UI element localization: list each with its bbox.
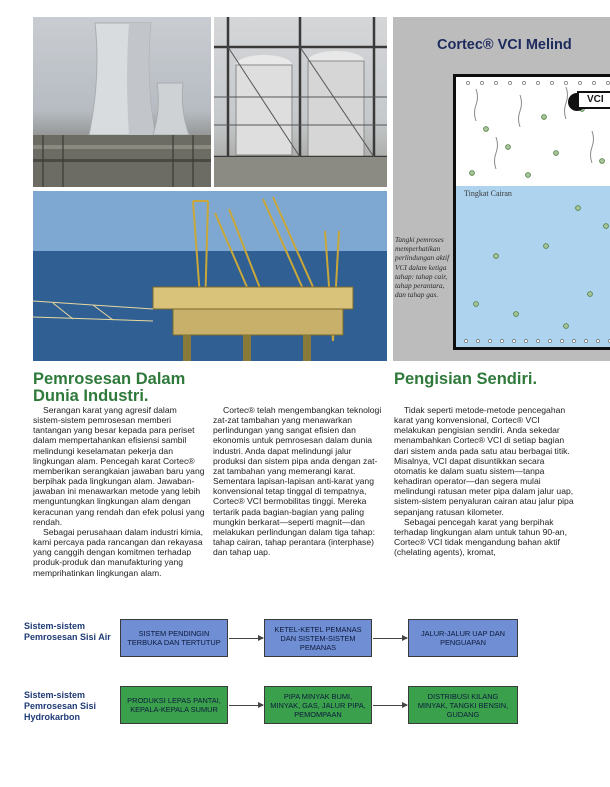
vci-diagram — [393, 17, 610, 361]
paragraph: Sebagai perusahaan dalam industri kimia, kami percaya pada rancangan dan rekayasa yang canggih dengan komitmen terhadap produk-produk dan manufakturing yang memprihatinkan lingkungan alam. — [33, 526, 204, 578]
flow-arrow — [229, 705, 263, 706]
cooling-tower-photo — [33, 17, 211, 187]
industrial-tanks-photo — [214, 17, 387, 187]
vci-badge: VCI — [577, 91, 610, 109]
flow-arrow — [229, 638, 263, 639]
paragraph: Tidak seperti metode-metode pencegahan karat yang konvensional, Cortec® VCI melakukan pengisian sendiri. Anda sekedar menambahkan Cortec® VCI di setiap bagian dari sistem anda pada satu atau berbagai titik. Misalnya, VCI dapat disuntikkan secara otomatis ke dalam suatu sistem—tanpa kehadiran operator—dan segera mulai melindungi ratusan meter pipa dalam jalur uap, sistem-sistem penyaluran cairan atau jalur pipa sepanjang ratusan kilometer. — [394, 405, 574, 517]
flow-box-steam-lines: JALUR-JALUR UAP DAN PENGUAPAN — [408, 619, 518, 657]
flow-arrow — [373, 705, 407, 706]
paragraph: Sebagai pencegah karat yang berpihak terhadap lingkungan alam untuk tahun 90-an, Cortec® VCI tidak mengandung bahan aktif (chelating agents), kromat, — [394, 516, 567, 558]
diagram-title: Cortec® VCI Melind — [437, 37, 572, 53]
flow-box-cooling-systems: SISTEM PENDINGIN TERBUKA DAN TERTUTUP — [120, 619, 228, 657]
paragraph: Cortec® telah mengembangkan teknologi zat-zat tambahan yang menawarkan perlindungan yang sangat efisien dan ekonomis untuk pemrosesan dalam dunia industri. Anda dapat melindungi jalur produksi dan sistem pipa anda dengan zat-zat tambahan yang memerangi karat. Sementara lapisan-lapisan anti-karat yang konvensional tetap tinggal di tempatnya, Cortec® VCI bermobilitas tinggi. Mereka tertarik pada bagian-bagian yang paling mungkin berkarat—seperti magnit—dan melakukan perlindungan dalam tiga tahap: tahap cairan, tahap perantara (interphase) dan tahap uap. — [213, 405, 382, 558]
flow-box-pipelines: PIPA MINYAK BUMI, MINYAK, GAS, JALUR PIPA, PEMOMPAAN — [264, 686, 372, 724]
flow-box-boilers: KETEL-KETEL PEMANAS DAN SISTEM-SISTEM PEMANAS — [264, 619, 372, 657]
process-tank — [453, 74, 610, 350]
text-column-3 — [394, 405, 574, 557]
heading-self-replenishing: Pengisian Sendiri. — [394, 370, 538, 388]
flow-box-refinery-distribution: DISTRIBUSI KILANG MINYAK, TANGKI BENSIN, GUDANG — [408, 686, 518, 724]
offshore-rig-photo — [33, 191, 387, 361]
liquid-level-label: Tingkat Cairan — [464, 189, 512, 198]
paragraph: Serangan karat yang agresif dalam sistem-sistem pemrosesan memberi tantangan yang besar kepada para periset dalam mempertahankan efisiensi sambil melindungi keselamatan pekerja dan lingkungan alam. Pencegah karat Cortec® memberikan serangkaian jawaban baru yang berpihak pada lingkungan alam. Jawaban-jawaban ini menawarkan metode yang lebih menguntungkan lingkungan alam dengan keracunan yang rendah dan efek polusi yang rendah. — [33, 405, 205, 527]
flow-box-offshore-production: PRODUKSI LEPAS PANTAI, KEPALA-KEPALA SUMUR — [120, 686, 228, 724]
text-column-1 — [33, 405, 205, 578]
heading-industrial-processing: Pemrosesan Dalam Dunia Industri. — [33, 370, 186, 405]
flow-arrow — [373, 638, 407, 639]
hydrocarbon-side-label: Sistem-sistem Pemrosesan Sisi Hydrokarbon — [24, 690, 97, 722]
water-side-label: Sistem-sistem Pemrosesan Sisi Air — [24, 621, 111, 642]
diagram-caption: Tangki pemroses memperhatikan perlindungan aktif VCI dalam ketiga tahap: tahap cair, tahap perantara, dan tahap gas. — [395, 235, 450, 300]
liquid-phase — [456, 186, 610, 347]
text-column-2 — [213, 405, 385, 557]
